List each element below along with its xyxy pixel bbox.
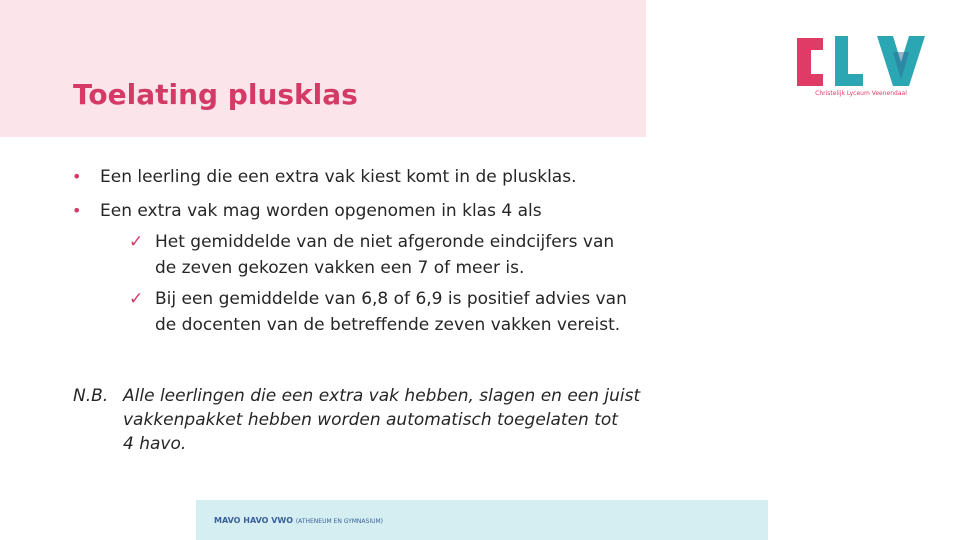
sub-item-line: de zeven gekozen vakken een 7 of meer is. (155, 258, 525, 278)
sub-item-line: de docenten van de betreffende zeven vakken vereist. (155, 315, 621, 335)
bullet-dot-icon: • (72, 167, 82, 186)
bullet-item (72, 197, 542, 225)
bullet-dot-icon: • (72, 201, 82, 220)
sub-item-line: Het gemiddelde van de niet afgeronde eindcijfers van (155, 232, 615, 252)
slide-title: Toelating plusklas (73, 78, 358, 111)
footer-sub: (ATHENEUM EN GYMNASIUM) (295, 518, 384, 525)
checkmark-icon: ✓ (129, 289, 144, 309)
note-line: vakkenpakket hebben worden automatisch toegelaten tot (123, 410, 618, 430)
footer-bar (196, 500, 768, 540)
footer-label (214, 516, 383, 525)
bullet-text: Een extra vak mag worden opgenomen in klas 4 als (100, 201, 542, 221)
sub-item-line: Bij een gemiddelde van 6,8 of 6,9 is positief advies van (155, 289, 627, 309)
logo-tagline: Christelijk Lyceum Veenendaal (815, 90, 907, 97)
checkmark-icon: ✓ (129, 232, 144, 252)
sub-item (129, 229, 615, 281)
note-line: 4 havo. (123, 434, 187, 454)
note-line: Alle leerlingen die een extra vak hebben, slagen en een juist (123, 386, 641, 406)
bullet-text: Een leerling die een extra vak kiest komt in de plusklas. (100, 167, 577, 187)
sub-item (129, 286, 627, 338)
footer-main: MAVO HAVO VWO (214, 516, 294, 525)
clv-logo (795, 32, 927, 98)
clv-logo-icon (795, 32, 927, 98)
title-band (0, 0, 646, 137)
note-prefix: N.B. (73, 386, 109, 406)
bullet-item (72, 163, 577, 191)
note-block (73, 384, 641, 454)
